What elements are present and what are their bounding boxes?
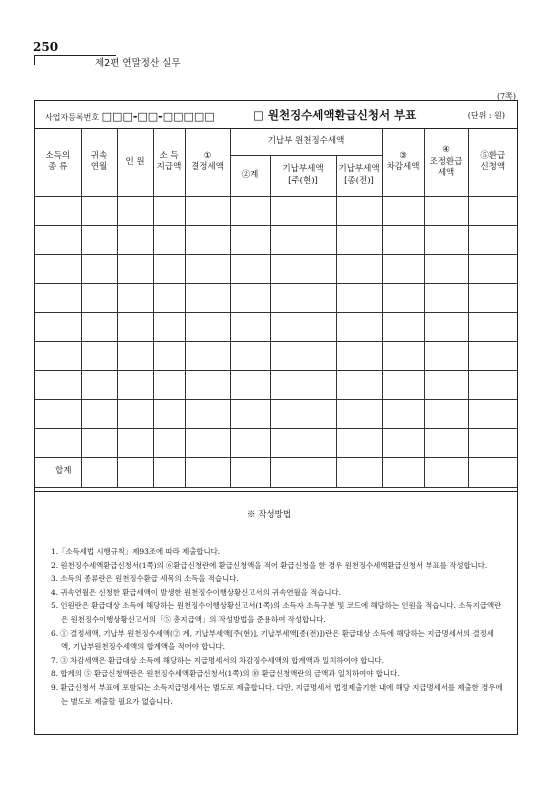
table-cell[interactable]	[424, 196, 468, 225]
table-cell[interactable]	[117, 225, 153, 254]
col-paid-group: 기납부 원천징수세액	[230, 129, 382, 155]
col-deducted-tax: ③ 차감세액	[382, 129, 424, 196]
header-rule-tick	[34, 55, 35, 65]
instructions-title: ※ 작성방법	[247, 510, 292, 520]
table-cell[interactable]	[230, 283, 270, 312]
total-cell[interactable]	[270, 457, 336, 487]
table-cell[interactable]	[230, 399, 270, 428]
table-cell[interactable]	[468, 428, 517, 457]
table-cell[interactable]	[382, 283, 424, 312]
total-cell[interactable]	[185, 457, 230, 487]
table-cell[interactable]	[468, 196, 517, 225]
table-cell[interactable]	[153, 254, 185, 283]
total-cell[interactable]	[230, 457, 270, 487]
table-cell[interactable]	[468, 370, 517, 399]
table-cell[interactable]	[382, 428, 424, 457]
table-cell[interactable]	[117, 370, 153, 399]
table-cell[interactable]	[424, 341, 468, 370]
table-cell[interactable]	[270, 312, 336, 341]
total-cell[interactable]	[468, 457, 517, 487]
total-cell[interactable]	[382, 457, 424, 487]
instruction-item: 3. 소득의 종류란은 원천징수환급 세목의 소득을 적습니다.	[51, 574, 239, 584]
table-cell[interactable]	[424, 312, 468, 341]
table-cell[interactable]	[424, 370, 468, 399]
table-cell[interactable]	[230, 428, 270, 457]
instruction-item: 9. 환급신청서 부표에 포함되는 소득지급명세서는 별도로 제출합니다. 다만, 지급명세서 법정제출기한 내에 해당 지급명세서를 제출한 경우에는 별도로 제출할 필요가 없습니다.	[51, 682, 503, 706]
instruction-item: 6. ① 결정세액, 기납부 원천징수세액(② 계, 기납부세액[주(현)], 기납부세액[종(전)])란은 환급대상 소득에 해당하는 지급명세서의 결정세액, 기납부원천징수세액의 합계액을 적어야 합니다.	[51, 628, 494, 652]
table-cell[interactable]	[424, 225, 468, 254]
table-cell[interactable]	[270, 399, 336, 428]
table-cell[interactable]	[382, 312, 424, 341]
table-cell[interactable]	[153, 399, 185, 428]
table-cell[interactable]	[270, 370, 336, 399]
total-label: 합계	[35, 457, 81, 487]
table-cell[interactable]	[382, 370, 424, 399]
table-cell[interactable]	[270, 225, 336, 254]
col-determined-tax: ① 결정세액	[185, 129, 230, 196]
table-cell[interactable]	[153, 283, 185, 312]
table-cell[interactable]	[468, 341, 517, 370]
table-cell[interactable]	[81, 196, 117, 225]
col-sum: ②계	[230, 155, 270, 196]
instruction-item: 1.「소득세법 시행규칙」제93조에 따라 제출합니다.	[51, 547, 221, 556]
business-number-label: 사업자등록번호	[45, 113, 100, 122]
table-cell[interactable]	[35, 370, 81, 399]
col-people: 인 원	[117, 129, 153, 196]
table-row	[35, 399, 517, 428]
table-cell[interactable]	[153, 341, 185, 370]
table-cell[interactable]	[230, 370, 270, 399]
table-cell[interactable]	[185, 225, 230, 254]
total-cell[interactable]	[117, 457, 153, 487]
table-cell[interactable]	[468, 399, 517, 428]
table-cell[interactable]	[81, 370, 117, 399]
refund-table	[35, 129, 517, 488]
table-cell[interactable]	[185, 312, 230, 341]
table-cell[interactable]	[336, 399, 382, 428]
table-cell[interactable]	[382, 399, 424, 428]
table-row	[35, 370, 517, 399]
table-cell[interactable]	[35, 254, 81, 283]
instruction-item: 4. 귀속연월은 신청한 환급세액이 발생한 원천징수이행상황신고서의 귀속연월을 적습니다.	[51, 587, 342, 597]
table-cell[interactable]	[185, 254, 230, 283]
table-cell[interactable]	[336, 370, 382, 399]
table-cell[interactable]	[81, 312, 117, 341]
form-title: □ 원천징수세액환급신청서 부표	[253, 108, 417, 122]
business-number-boxes: □□□-□□-□□□□□	[101, 110, 215, 123]
table-cell[interactable]	[185, 370, 230, 399]
table-cell[interactable]	[117, 312, 153, 341]
table-cell[interactable]	[270, 196, 336, 225]
business-number	[45, 110, 215, 123]
table-cell[interactable]	[185, 341, 230, 370]
table-cell[interactable]	[117, 399, 153, 428]
table-cell[interactable]	[270, 254, 336, 283]
table-cell[interactable]	[81, 341, 117, 370]
table-cell[interactable]	[35, 225, 81, 254]
table-cell[interactable]	[185, 283, 230, 312]
table-row	[35, 341, 517, 370]
table-cell[interactable]	[382, 196, 424, 225]
instruction-item: 8. 합계의 ⑤ 환급신청액란은 원천징수세액환급신청서(1쪽)의 ⑩ 환급신청액란의 금액과 일치하여야 합니다.	[51, 669, 400, 679]
instructions-list	[51, 545, 503, 708]
table-cell[interactable]	[117, 196, 153, 225]
table-row	[35, 428, 517, 457]
table-cell[interactable]	[336, 428, 382, 457]
table-cell[interactable]	[336, 312, 382, 341]
table-cell[interactable]	[468, 312, 517, 341]
table-cell[interactable]	[424, 283, 468, 312]
table-cell[interactable]	[382, 341, 424, 370]
unit-label: (단위 : 원)	[467, 111, 505, 120]
col-period: 귀속 연월	[81, 129, 117, 196]
table-cell[interactable]	[230, 341, 270, 370]
instruction-item: 5. 인원란은 환급대상 소득에 해당하는 원천징수이행상황신고서(1쪽)의 소득자 소득구분 및 코드에 해당하는 인원을 적습니다. 소득지급액란은 원천징수이행상황신고서의「⑤ 총지급액」의 작성방법을 준용하여 작성합니다.	[51, 601, 502, 624]
table-cell[interactable]	[185, 428, 230, 457]
table-cell[interactable]	[35, 341, 81, 370]
table-cell[interactable]	[117, 283, 153, 312]
table-cell[interactable]	[270, 428, 336, 457]
table-cell[interactable]	[270, 341, 336, 370]
table-cell[interactable]	[424, 428, 468, 457]
table-row	[35, 283, 517, 312]
table-cell[interactable]	[35, 399, 81, 428]
table-cell[interactable]	[336, 254, 382, 283]
table-cell[interactable]	[468, 283, 517, 312]
section-title: 제2편 연말정산 실무	[95, 58, 181, 69]
table-cell[interactable]	[81, 254, 117, 283]
table-cell[interactable]	[230, 312, 270, 341]
table-cell[interactable]	[153, 428, 185, 457]
table-cell[interactable]	[35, 428, 81, 457]
table-row	[35, 225, 517, 254]
table-cell[interactable]	[336, 196, 382, 225]
table-row	[35, 312, 517, 341]
total-cell[interactable]	[424, 457, 468, 487]
instruction-item: 2. 원천징수세액환급신청서(1쪽)의 ⑥환급신청란에 환급신청액을 적어 환급신청을 한 경우 원천징수세액환급신청서 부표를 작성합니다.	[51, 560, 488, 570]
table-cell[interactable]	[230, 254, 270, 283]
table-cell[interactable]	[81, 399, 117, 428]
table-cell[interactable]	[468, 254, 517, 283]
table-cell[interactable]	[382, 225, 424, 254]
table-cell[interactable]	[81, 283, 117, 312]
table-cell[interactable]	[117, 341, 153, 370]
table-row	[35, 254, 517, 283]
form-page-no: (7쪽)	[496, 92, 516, 101]
col-income-type: 소득의 종 류	[35, 129, 81, 196]
instruction-item: 7. ③ 차감세액은 환급대상 소득에 해당하는 지급명세서의 차감징수세액의 합계액과 일치하여야 합니다.	[51, 655, 385, 665]
form-frame	[34, 100, 518, 735]
table-cell[interactable]	[424, 254, 468, 283]
table-cell[interactable]	[185, 399, 230, 428]
table-cell[interactable]	[81, 225, 117, 254]
total-cell[interactable]	[336, 457, 382, 487]
table-cell[interactable]	[81, 428, 117, 457]
col-paid-previous: 기납부세액 [종(전)]	[336, 155, 382, 196]
table-cell[interactable]	[153, 225, 185, 254]
table-cell[interactable]	[230, 196, 270, 225]
table-cell[interactable]	[336, 225, 382, 254]
table-cell[interactable]	[270, 283, 336, 312]
table-cell[interactable]	[336, 341, 382, 370]
table-cell[interactable]	[117, 428, 153, 457]
table-cell[interactable]	[468, 225, 517, 254]
col-refund-amount: ⑤환급 신청액	[468, 129, 517, 196]
table-cell[interactable]	[153, 196, 185, 225]
table-body	[35, 196, 517, 457]
page-number: 250	[33, 40, 59, 54]
table-cell[interactable]	[153, 312, 185, 341]
col-adjusted-tax: ④ 조정환급 세액	[424, 129, 468, 196]
total-row	[35, 457, 517, 487]
total-cell[interactable]	[153, 457, 185, 487]
form-topbar	[35, 101, 517, 129]
col-income-amount: 소 득 지급액	[153, 129, 185, 196]
table-cell[interactable]	[153, 370, 185, 399]
table-row	[35, 196, 517, 225]
table-cell[interactable]	[35, 196, 81, 225]
table-cell[interactable]	[424, 399, 468, 428]
table-cell[interactable]	[230, 225, 270, 254]
col-paid-current: 기납부세액 [주(현)]	[270, 155, 336, 196]
table-cell[interactable]	[35, 283, 81, 312]
table-cell[interactable]	[185, 196, 230, 225]
table-cell[interactable]	[336, 283, 382, 312]
total-cell[interactable]	[81, 457, 117, 487]
table-cell[interactable]	[117, 254, 153, 283]
instructions-section	[35, 491, 517, 706]
table-cell[interactable]	[382, 254, 424, 283]
table-cell[interactable]	[35, 312, 81, 341]
